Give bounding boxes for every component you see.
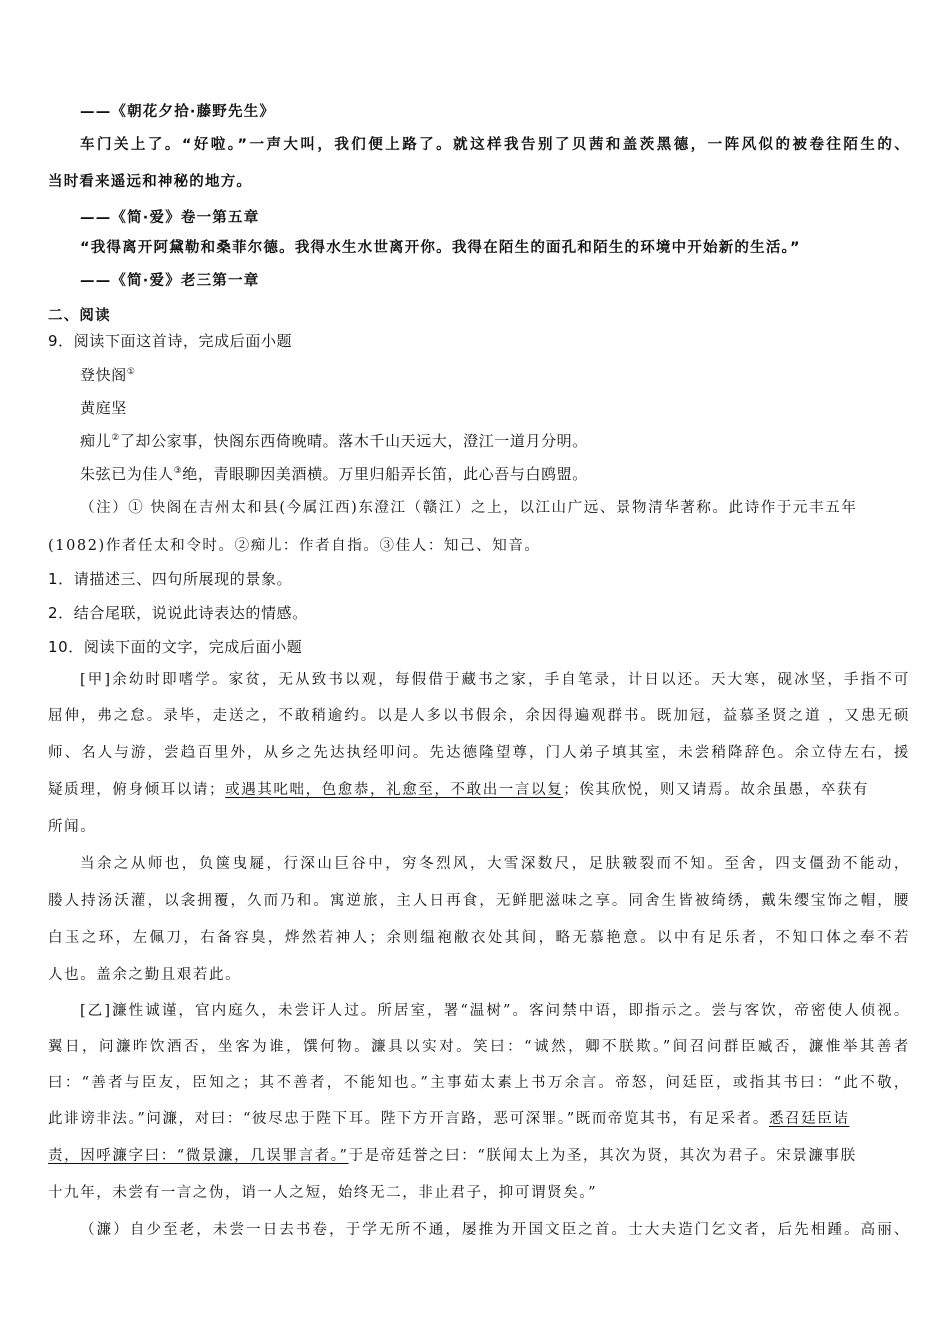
passage-jia-line4-a: 疑质理，俯身倾耳以请； xyxy=(48,782,226,798)
passage-yi-line5 xyxy=(48,1145,910,1167)
passage-yi-line1: [乙]濂性诚谨，官内庭久，未尝讦人过。所居室，署“温树”。客问禁中语，即指示之。尝与客饮，帝密使人侦视。 xyxy=(80,1003,910,1019)
source-jane-1: ——《简·爱》卷一第五章 xyxy=(80,210,260,226)
poem-author: 黄庭坚 xyxy=(80,399,127,417)
jane-quote-1-line2: 当时看来遥远和神秘的地方。 xyxy=(48,174,253,190)
jane-quote-1-line1: 车门关上了。“好啦。”一声大叫，我们便上路了。就这样我告别了贝茜和盖茨黑德，一阵风似的被卷往陌生的、 xyxy=(80,137,910,153)
poem-note-line1: （注）① 快阁在吉州太和县(今属江西)东澄江（赣江）之上，以江山广远、景物清华著称。此诗作于元丰五年 xyxy=(80,500,858,516)
passage-jia-line3: 师、名人与游，尝趋百里外，从乡之先达执经叩问。先达德隆望尊，门人弟子填其室，未尝稍降辞色。余立侍左右，援 xyxy=(48,745,910,761)
passage-lian-line1: （濂）自少至老，未尝一日去书卷，于学无所不通，屡推为开国文臣之首。士大夫造门乞文者，后先相踵。高丽、 xyxy=(80,1222,910,1238)
poem-line-2 xyxy=(80,463,942,485)
passage-yi-line4 xyxy=(48,1108,910,1130)
poem-title-footnote-mark: ① xyxy=(126,367,136,377)
passage-jia-line4 xyxy=(48,779,910,801)
jane-quote-2: “我得离开阿黛勒和桑菲尔德。我得水生水世离开你。我得在陌生的面孔和陌生的环境中开始新的生活。” xyxy=(80,240,801,256)
passage-jia-line1: [甲]余幼时即嗜学。家贫，无从致书以观，每假借于藏书之家，手自笔录，计日以还。天大寒，砚冰坚，手指不可 xyxy=(80,672,910,688)
poem-line-1-mark: ② xyxy=(111,433,120,443)
poem-line-1 xyxy=(80,430,942,452)
poem-note-line2: (1082)作者任太和令时。②痴儿：作者自指。③佳人：知己、知音。 xyxy=(48,538,541,554)
underlined-sentence-1: 或遇其叱咄，色愈恭，礼愈至，不敢出一言以复 xyxy=(225,782,564,798)
q9-sub-question-1: 1．请描述三、四句所展现的景象。 xyxy=(48,570,293,588)
q9-sub-question-2: 2．结合尾联，说说此诗表达的情感。 xyxy=(48,604,308,622)
passage-yi-line4-a: 此诽谤非法。”问濂，对曰：“彼尽忠于陛下耳。陛下方开言路，恶可深罪。”既而帝览其书，有足采者。 xyxy=(48,1111,769,1127)
passage-jia2-line3: 白玉之环，左佩刀，右备容臭，烨然若神人；余则缊袍敝衣处其间，略无慕艳意。以中有足乐者，不知口体之奉不若 xyxy=(48,930,910,946)
underlined-sentence-2-part2: 责，因呼濂字曰：“微景濂，几误罪言者。” xyxy=(48,1148,349,1164)
passage-yi-line6: 十九年，未尝有一言之伪，诮一人之短，始终无二，非止君子，抑可谓贤矣。” xyxy=(48,1185,598,1201)
poem-title xyxy=(80,364,942,386)
poem-title-text: 登快阁 xyxy=(80,366,127,384)
passage-jia-line4-b: ；俟其欣悦，则又请焉。故余虽愚，卒获有 xyxy=(563,782,870,798)
passage-yi-line2: 翼日，问濂昨饮酒否，坐客为谁，馔何物。濂具以实对。笑曰：“诚然，卿不朕欺。”间召问群臣臧否，濂惟举其善者 xyxy=(48,1039,910,1055)
underlined-sentence-2-part1: 悉召廷臣诘 xyxy=(768,1111,850,1127)
passage-jia-line5: 所闻。 xyxy=(48,819,97,835)
poem-line-2-mark: ③ xyxy=(173,466,183,476)
passage-jia2-line4: 人也。盖余之勤且艰若此。 xyxy=(48,967,242,983)
section-heading-reading: 二、阅读 xyxy=(48,308,111,324)
passage-jia2-line2: 媵人持汤沃灌，以衾拥覆，久而乃和。寓逆旅，主人日再食，无鲜肥滋味之享。同舍生皆被绮绣，戴朱缨宝饰之帽，腰 xyxy=(48,893,910,909)
passage-yi-line3: 曰：“善者与臣友，臣知之；其不善者，不能知也。”主事茹太素上书万余言。帝怒，问廷臣，或指其书曰：“此不敬， xyxy=(48,1075,910,1091)
passage-yi-line5-b: 于是帝廷誉之曰：“朕闻太上为圣，其次为贤，其次为君子。宋景濂事朕 xyxy=(348,1148,857,1164)
poem-line-1-b: 了却公家事，快阁东西倚晚晴。落木千山天远大，澄江一道月分明。 xyxy=(119,432,588,450)
poem-line-1-a: 痴儿 xyxy=(80,432,112,450)
source-jane-3: ——《简·爱》老三第一章 xyxy=(80,273,260,289)
q9-stem: 9．阅读下面这首诗，完成后面小题 xyxy=(48,332,293,350)
passage-jia2-line1: 当余之从师也，负箧曳屣，行深山巨谷中，穷冬烈风，大雪深数尺，足肤皲裂而不知。至舍，四支僵劲不能动， xyxy=(80,856,910,872)
source-fujino: ——《朝花夕拾·藤野先生》 xyxy=(80,104,276,120)
q10-stem: 10．阅读下面的文字，完成后面小题 xyxy=(48,638,303,656)
poem-line-2-b: 绝，青眼聊因美酒横。万里归船弄长笛，此心吾与白鸥盟。 xyxy=(182,465,588,483)
passage-jia-line2: 屈伸，弗之怠。录毕，走送之，不敢稍逾约。以是人多以书假余，余因得遍观群书。既加冠，益慕圣贤之道 ，又患无硕 xyxy=(48,708,910,724)
poem-line-2-a: 朱弦已为佳人 xyxy=(80,465,174,483)
